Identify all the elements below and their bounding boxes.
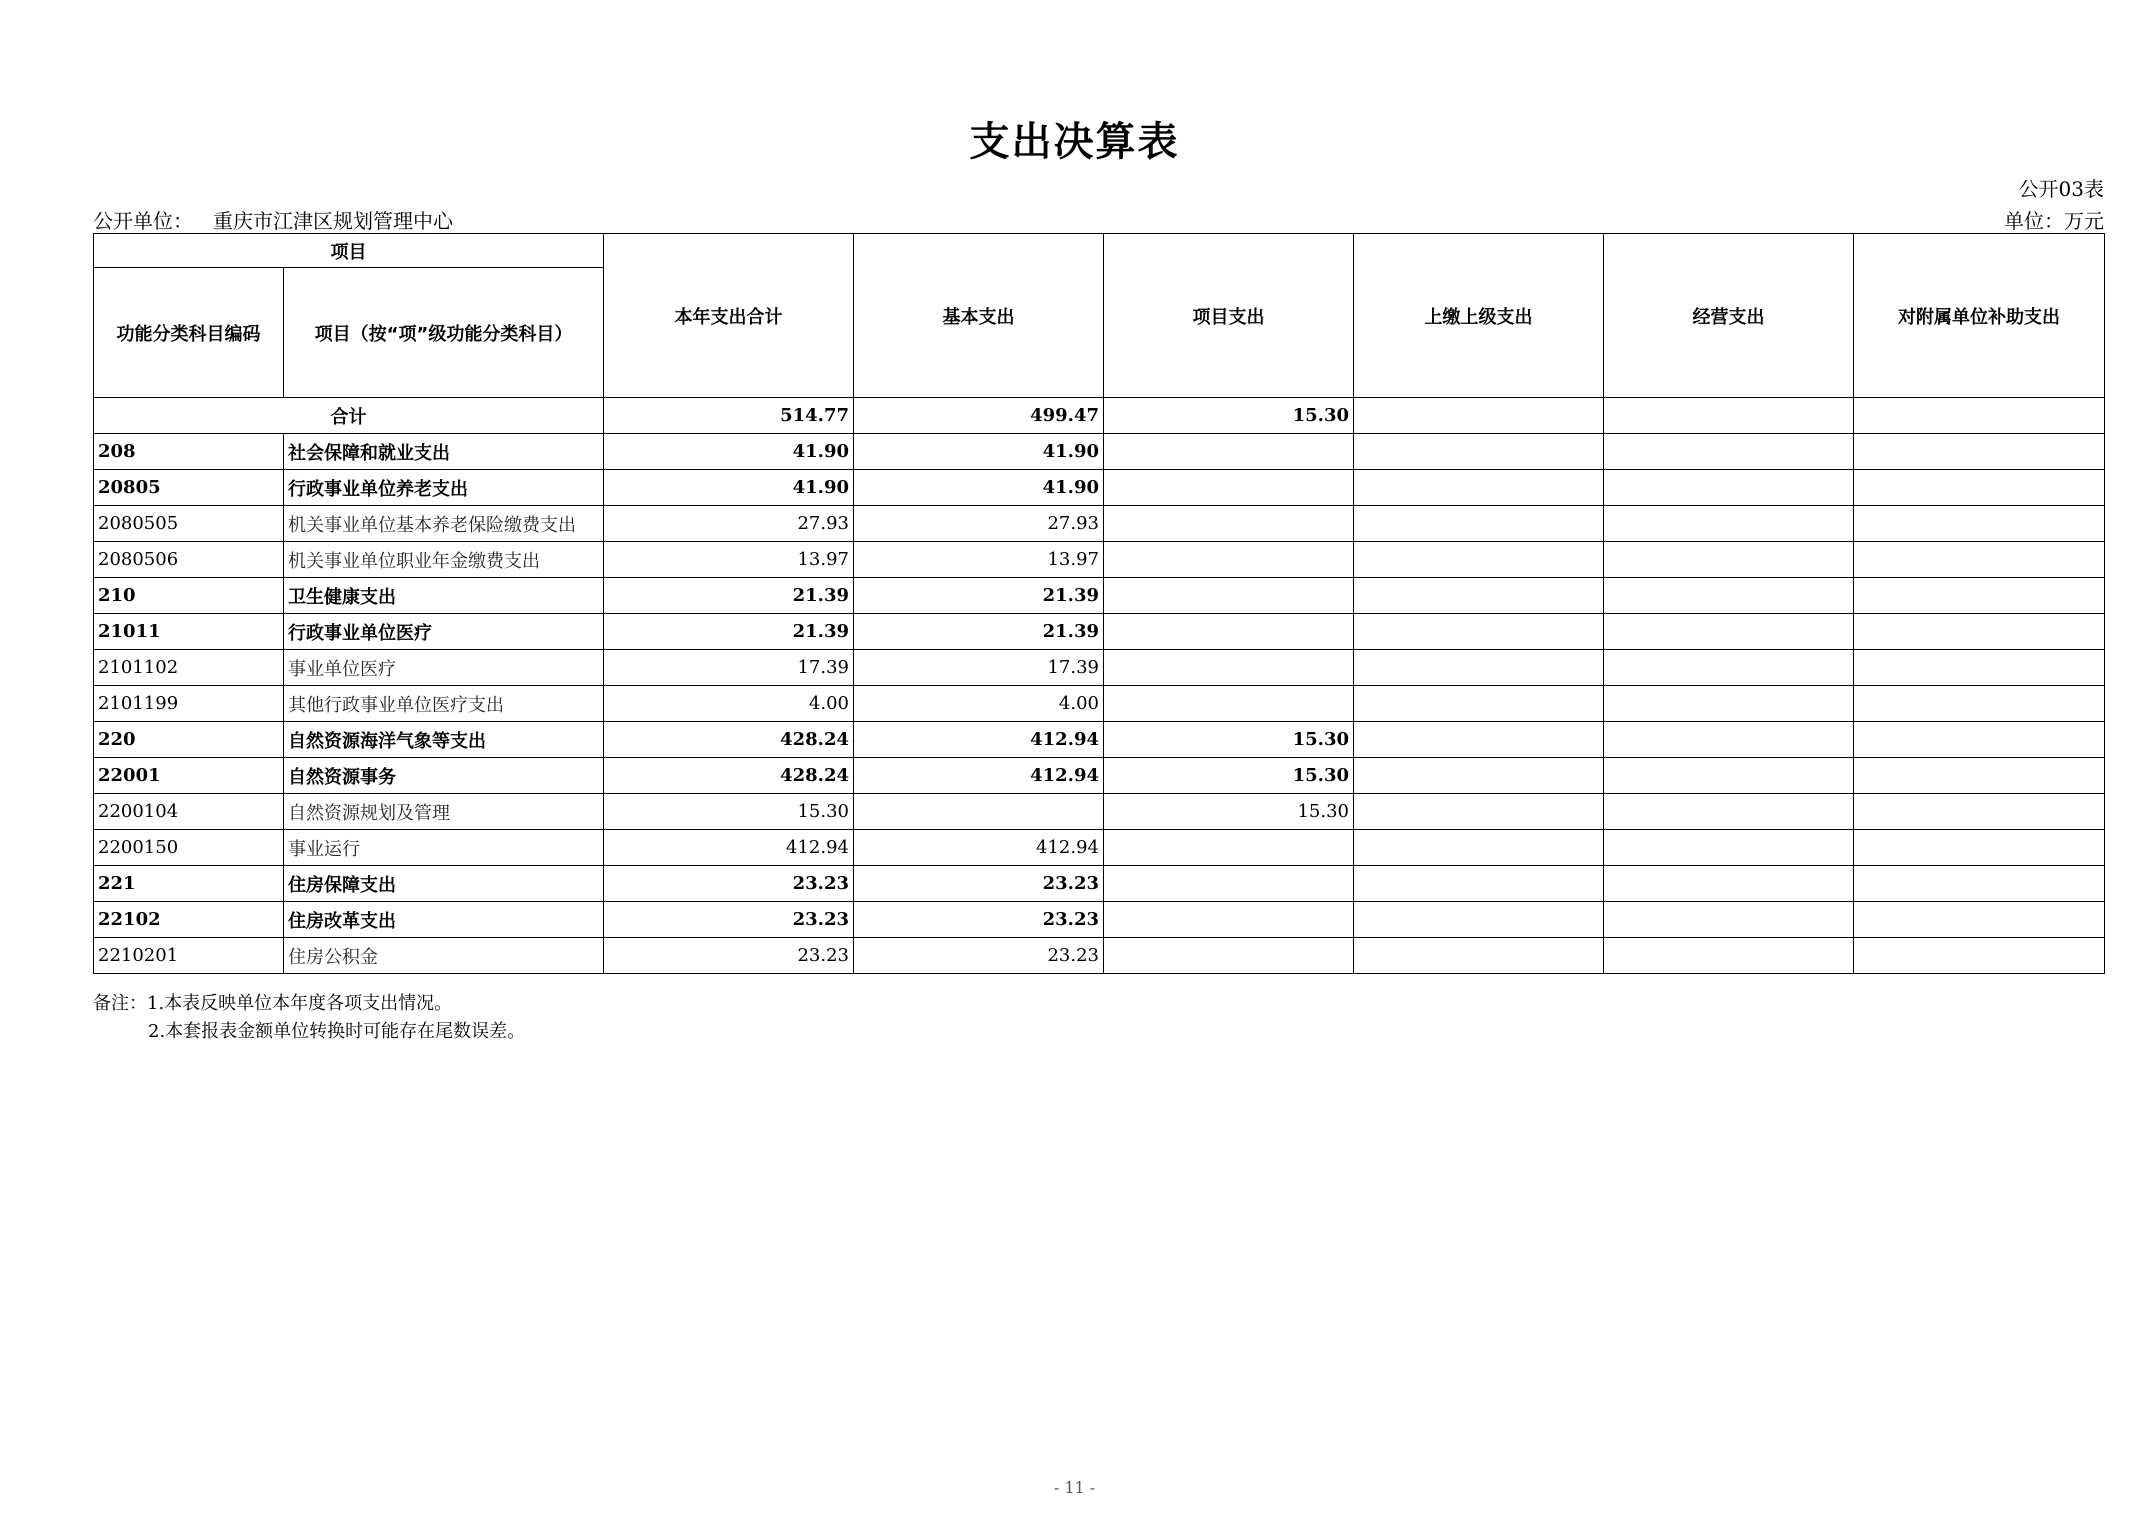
total-cell: 514.77 <box>604 398 854 434</box>
row-value <box>1854 434 2105 470</box>
table-row <box>94 722 2105 758</box>
table-row <box>94 758 2105 794</box>
expenditure-table <box>93 233 2105 974</box>
row-value <box>1854 578 2105 614</box>
row-name: 自然资源海洋气象等支出 <box>284 722 604 758</box>
row-value: 4.00 <box>604 686 854 722</box>
row-value: 15.30 <box>1104 722 1354 758</box>
row-value <box>1854 614 2105 650</box>
row-value <box>1854 794 2105 830</box>
row-value <box>1354 470 1604 506</box>
unit-label: 单位：万元 <box>2004 209 2104 233</box>
row-name: 行政事业单位养老支出 <box>284 470 604 506</box>
row-value <box>1604 866 1854 902</box>
row-code: 22102 <box>94 902 284 938</box>
row-value <box>1104 866 1354 902</box>
table-number: 公开03表 <box>2018 177 2104 201</box>
row-code: 2080505 <box>94 506 284 542</box>
table-row <box>94 686 2105 722</box>
row-value: 41.90 <box>604 470 854 506</box>
row-value: 15.30 <box>1104 758 1354 794</box>
table-row <box>94 542 2105 578</box>
row-value: 13.97 <box>604 542 854 578</box>
row-value <box>1104 470 1354 506</box>
row-value: 412.94 <box>604 830 854 866</box>
header-col-basic: 基本支出 <box>854 234 1104 398</box>
row-code: 2200104 <box>94 794 284 830</box>
row-value: 23.23 <box>604 902 854 938</box>
row-value: 23.23 <box>854 902 1104 938</box>
row-value: 27.93 <box>854 506 1104 542</box>
row-name: 自然资源事务 <box>284 758 604 794</box>
row-name: 事业单位医疗 <box>284 650 604 686</box>
row-name: 机关事业单位职业年金缴费支出 <box>284 542 604 578</box>
row-value: 23.23 <box>604 938 854 974</box>
page-title: 支出决算表 <box>969 119 1180 165</box>
row-value <box>1354 506 1604 542</box>
table-row <box>94 830 2105 866</box>
row-name: 事业运行 <box>284 830 604 866</box>
header-project: 项目 <box>94 234 604 268</box>
row-value <box>1854 470 2105 506</box>
row-value <box>1604 938 1854 974</box>
row-value <box>1854 902 2105 938</box>
org-line <box>93 205 453 234</box>
row-code: 2080506 <box>94 542 284 578</box>
table-body <box>94 398 2105 974</box>
row-name: 自然资源规划及管理 <box>284 794 604 830</box>
row-value <box>1604 614 1854 650</box>
row-code: 21011 <box>94 614 284 650</box>
row-value <box>1104 434 1354 470</box>
row-code: 2210201 <box>94 938 284 974</box>
row-value <box>1854 866 2105 902</box>
row-name: 住房改革支出 <box>284 902 604 938</box>
row-value <box>1354 578 1604 614</box>
row-value: 17.39 <box>604 650 854 686</box>
row-name: 机关事业单位基本养老保险缴费支出 <box>284 506 604 542</box>
row-value: 412.94 <box>854 758 1104 794</box>
row-name: 其他行政事业单位医疗支出 <box>284 686 604 722</box>
row-value <box>1854 686 2105 722</box>
row-value: 23.23 <box>604 866 854 902</box>
table-row <box>94 578 2105 614</box>
table-row <box>94 470 2105 506</box>
row-value: 4.00 <box>854 686 1104 722</box>
row-value: 428.24 <box>604 722 854 758</box>
row-value <box>1604 722 1854 758</box>
row-value: 13.97 <box>854 542 1104 578</box>
row-value <box>1354 830 1604 866</box>
row-value <box>1354 650 1604 686</box>
row-value <box>1604 434 1854 470</box>
row-code: 2200150 <box>94 830 284 866</box>
row-value: 15.30 <box>1104 794 1354 830</box>
header-col-subsidy: 对附属单位补助支出 <box>1854 234 2105 398</box>
row-value <box>1354 794 1604 830</box>
table-row <box>94 794 2105 830</box>
header-col-total: 本年支出合计 <box>604 234 854 398</box>
total-cell <box>1854 398 2105 434</box>
row-value: 27.93 <box>604 506 854 542</box>
row-value: 21.39 <box>604 614 854 650</box>
row-value <box>1854 938 2105 974</box>
total-cell <box>1604 398 1854 434</box>
row-value: 21.39 <box>854 614 1104 650</box>
total-cell <box>1354 398 1604 434</box>
notes <box>93 990 525 1046</box>
row-code: 22001 <box>94 758 284 794</box>
row-value <box>1354 938 1604 974</box>
row-value: 21.39 <box>604 578 854 614</box>
row-value <box>1604 506 1854 542</box>
row-name: 卫生健康支出 <box>284 578 604 614</box>
row-name: 行政事业单位医疗 <box>284 614 604 650</box>
row-value <box>1354 758 1604 794</box>
row-value <box>1604 794 1854 830</box>
table-row <box>94 650 2105 686</box>
row-value <box>1104 686 1354 722</box>
unit-row <box>93 205 2104 231</box>
row-code: 20805 <box>94 470 284 506</box>
row-value: 23.23 <box>854 866 1104 902</box>
row-value: 15.30 <box>604 794 854 830</box>
row-value <box>1354 686 1604 722</box>
row-value <box>1604 686 1854 722</box>
total-cell: 499.47 <box>854 398 1104 434</box>
row-value <box>1354 866 1604 902</box>
table-row <box>94 614 2105 650</box>
row-value <box>1854 506 2105 542</box>
row-value <box>1604 902 1854 938</box>
row-code: 221 <box>94 866 284 902</box>
row-code: 208 <box>94 434 284 470</box>
row-value <box>1854 542 2105 578</box>
row-value <box>1604 830 1854 866</box>
row-value: 412.94 <box>854 722 1104 758</box>
row-value <box>1604 650 1854 686</box>
row-code: 210 <box>94 578 284 614</box>
row-value <box>1104 938 1354 974</box>
total-label: 合计 <box>94 398 604 434</box>
row-value: 41.90 <box>854 470 1104 506</box>
row-value <box>1604 578 1854 614</box>
row-value <box>1354 614 1604 650</box>
row-code: 2101102 <box>94 650 284 686</box>
row-value <box>1104 578 1354 614</box>
table-row <box>94 434 2105 470</box>
org-name: 重庆市江津区规划管理中心 <box>213 209 453 233</box>
row-value: 41.90 <box>604 434 854 470</box>
header-col-project: 项目支出 <box>1104 234 1354 398</box>
row-name: 住房保障支出 <box>284 866 604 902</box>
row-value <box>1104 506 1354 542</box>
row-value <box>1354 434 1604 470</box>
total-cell: 15.30 <box>1104 398 1354 434</box>
row-value <box>1854 758 2105 794</box>
row-name: 社会保障和就业支出 <box>284 434 604 470</box>
row-value <box>1604 542 1854 578</box>
row-value <box>1604 470 1854 506</box>
table-row <box>94 866 2105 902</box>
row-value: 21.39 <box>854 578 1104 614</box>
header-col-remit: 上缴上级支出 <box>1354 234 1604 398</box>
table-row <box>94 902 2105 938</box>
header-col-business: 经营支出 <box>1604 234 1854 398</box>
row-value <box>1854 722 2105 758</box>
row-value: 23.23 <box>854 938 1104 974</box>
note-2: 2.本套报表金额单位转换时可能存在尾数误差。 <box>148 1021 526 1042</box>
row-value <box>1104 902 1354 938</box>
row-code: 2101199 <box>94 686 284 722</box>
row-value: 41.90 <box>854 434 1104 470</box>
row-value <box>1354 722 1604 758</box>
row-value <box>1104 650 1354 686</box>
row-value <box>1854 830 2105 866</box>
org-label: 公开单位： <box>93 209 193 233</box>
row-value <box>1604 758 1854 794</box>
row-value <box>1104 614 1354 650</box>
row-value: 17.39 <box>854 650 1104 686</box>
row-code: 220 <box>94 722 284 758</box>
header-name: 项目（按“项”级功能分类科目） <box>284 268 604 398</box>
row-value: 412.94 <box>854 830 1104 866</box>
header-code: 功能分类科目编码 <box>94 268 284 398</box>
row-value <box>1354 902 1604 938</box>
table-row <box>94 506 2105 542</box>
row-value <box>1104 830 1354 866</box>
row-value: 428.24 <box>604 758 854 794</box>
row-value <box>854 794 1104 830</box>
total-row <box>94 398 2105 434</box>
note-1: 备注：1.本表反映单位本年度各项支出情况。 <box>93 993 453 1014</box>
row-value <box>1104 542 1354 578</box>
table-row <box>94 938 2105 974</box>
row-name: 住房公积金 <box>284 938 604 974</box>
page-number: - 11 - <box>1053 1478 1096 1497</box>
row-value <box>1854 650 2105 686</box>
row-value <box>1354 542 1604 578</box>
